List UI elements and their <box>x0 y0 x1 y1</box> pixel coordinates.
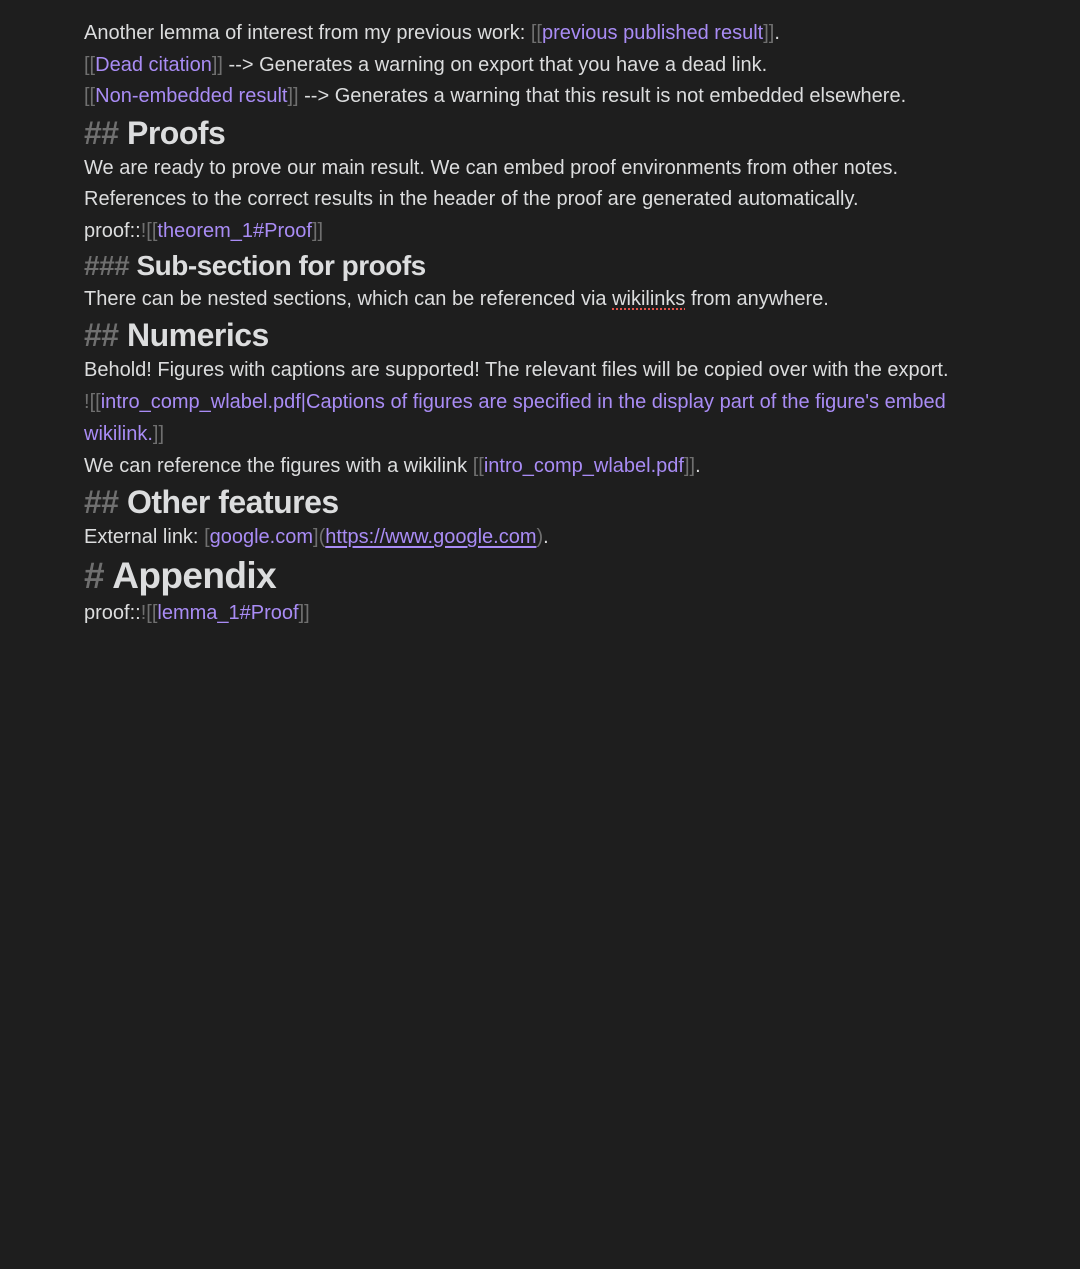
heading-text: Proofs <box>126 114 226 151</box>
wikilink-previous-published-result[interactable]: previous published result <box>541 22 764 44</box>
line-text: External link: <box>84 526 205 549</box>
embed-bang: ! <box>84 390 90 413</box>
link-bracket-close: ] <box>313 526 319 549</box>
text-line <box>84 355 1004 387</box>
line-text-after: . <box>774 22 780 44</box>
heading-marker: # <box>84 554 104 596</box>
external-link-url[interactable]: https://www.google.com <box>325 526 537 549</box>
line-text-after: --> Generates a warning on export that you have a dead link. <box>223 53 768 76</box>
heading-other-features <box>84 482 1004 522</box>
heading-text: Numerics <box>126 317 269 354</box>
embed-bang: ! <box>140 219 147 242</box>
wikilink-open: [[ <box>84 53 96 76</box>
inline-field-key: proof:: <box>84 219 141 242</box>
wikilink-open: [[ <box>146 219 158 242</box>
text-line <box>84 50 1004 82</box>
heading-appendix <box>84 554 1004 598</box>
heading-marker: ## <box>84 317 119 354</box>
markdown-editor[interactable] <box>84 18 1004 629</box>
heading-proofs <box>84 113 1004 153</box>
wikilink-dead-citation[interactable]: Dead citation <box>95 53 212 76</box>
misspelled-word[interactable]: wikilinks <box>612 287 686 310</box>
text-line <box>84 153 1004 185</box>
line-text: We can reference the figures with a wikilink <box>84 454 473 477</box>
heading-marker: ## <box>84 114 119 151</box>
text-line <box>84 81 1004 113</box>
heading-text: Sub-section for proofs <box>136 249 426 281</box>
wikilink-non-embedded-result[interactable]: Non-embedded result <box>95 85 288 108</box>
line-text: We are ready to prove our main result. We can embed proof environments from other notes. <box>84 156 899 179</box>
wikilink-open: [[ <box>530 22 542 44</box>
wikilink-open: [[ <box>89 390 101 413</box>
wikilink-close: ]] <box>211 53 223 76</box>
embed-bang: ! <box>140 601 147 624</box>
text-line <box>84 387 1004 451</box>
text-line <box>84 284 1004 316</box>
wikilink-theorem-proof[interactable]: theorem_1#Proof <box>157 219 312 242</box>
wikilink-open: [[ <box>146 601 158 624</box>
text-line <box>84 216 1004 248</box>
wikilink-figure-embed[interactable]: intro_comp_wlabel.pdf|Captions of figures are specified in the display part of the figure's embed wikilink. <box>84 390 946 445</box>
link-bracket-open: [ <box>204 526 210 549</box>
text-line <box>84 522 1004 554</box>
text-line <box>84 18 1004 50</box>
line-text: References to the correct results in the header of the proof are generated automatically. <box>84 188 859 211</box>
heading-marker: ## <box>84 484 119 521</box>
heading-marker: ### <box>84 249 130 281</box>
text-line <box>84 598 1004 630</box>
wikilink-figure[interactable]: intro_comp_wlabel.pdf <box>483 454 684 477</box>
line-text: Behold! Figures with captions are supported! The relevant files will be copied over with the export. <box>84 359 949 382</box>
link-paren-close: ) <box>536 526 544 549</box>
external-link-text[interactable]: google.com <box>209 526 314 549</box>
wikilink-close: ]] <box>683 454 696 477</box>
wikilink-open: [[ <box>84 85 96 108</box>
line-text-after: . <box>543 526 549 549</box>
inline-field-key: proof:: <box>84 601 141 624</box>
text-line <box>84 451 1004 483</box>
text-line <box>84 184 1004 216</box>
heading-sub-section <box>84 248 1004 284</box>
heading-text: Other features <box>126 484 339 521</box>
link-paren-open: ( <box>318 526 326 549</box>
line-text: There can be nested sections, which can be referenced via <box>84 287 613 310</box>
wikilink-close: ]] <box>763 22 775 44</box>
wikilink-lemma-proof[interactable]: lemma_1#Proof <box>157 601 299 624</box>
wikilink-close: ]] <box>152 422 165 445</box>
wikilink-close: ]] <box>311 219 324 242</box>
line-text-after: --> Generates a warning that this result is not embedded elsewhere. <box>298 85 907 108</box>
line-text-after: from anywhere. <box>685 287 829 310</box>
heading-numerics <box>84 315 1004 355</box>
heading-text: Appendix <box>112 554 277 596</box>
line-text: Another lemma of interest from my previous work: <box>84 22 531 44</box>
wikilink-open: [[ <box>472 454 484 477</box>
line-text-after: . <box>695 454 701 477</box>
wikilink-close: ]] <box>287 85 299 108</box>
wikilink-close: ]] <box>298 601 310 624</box>
